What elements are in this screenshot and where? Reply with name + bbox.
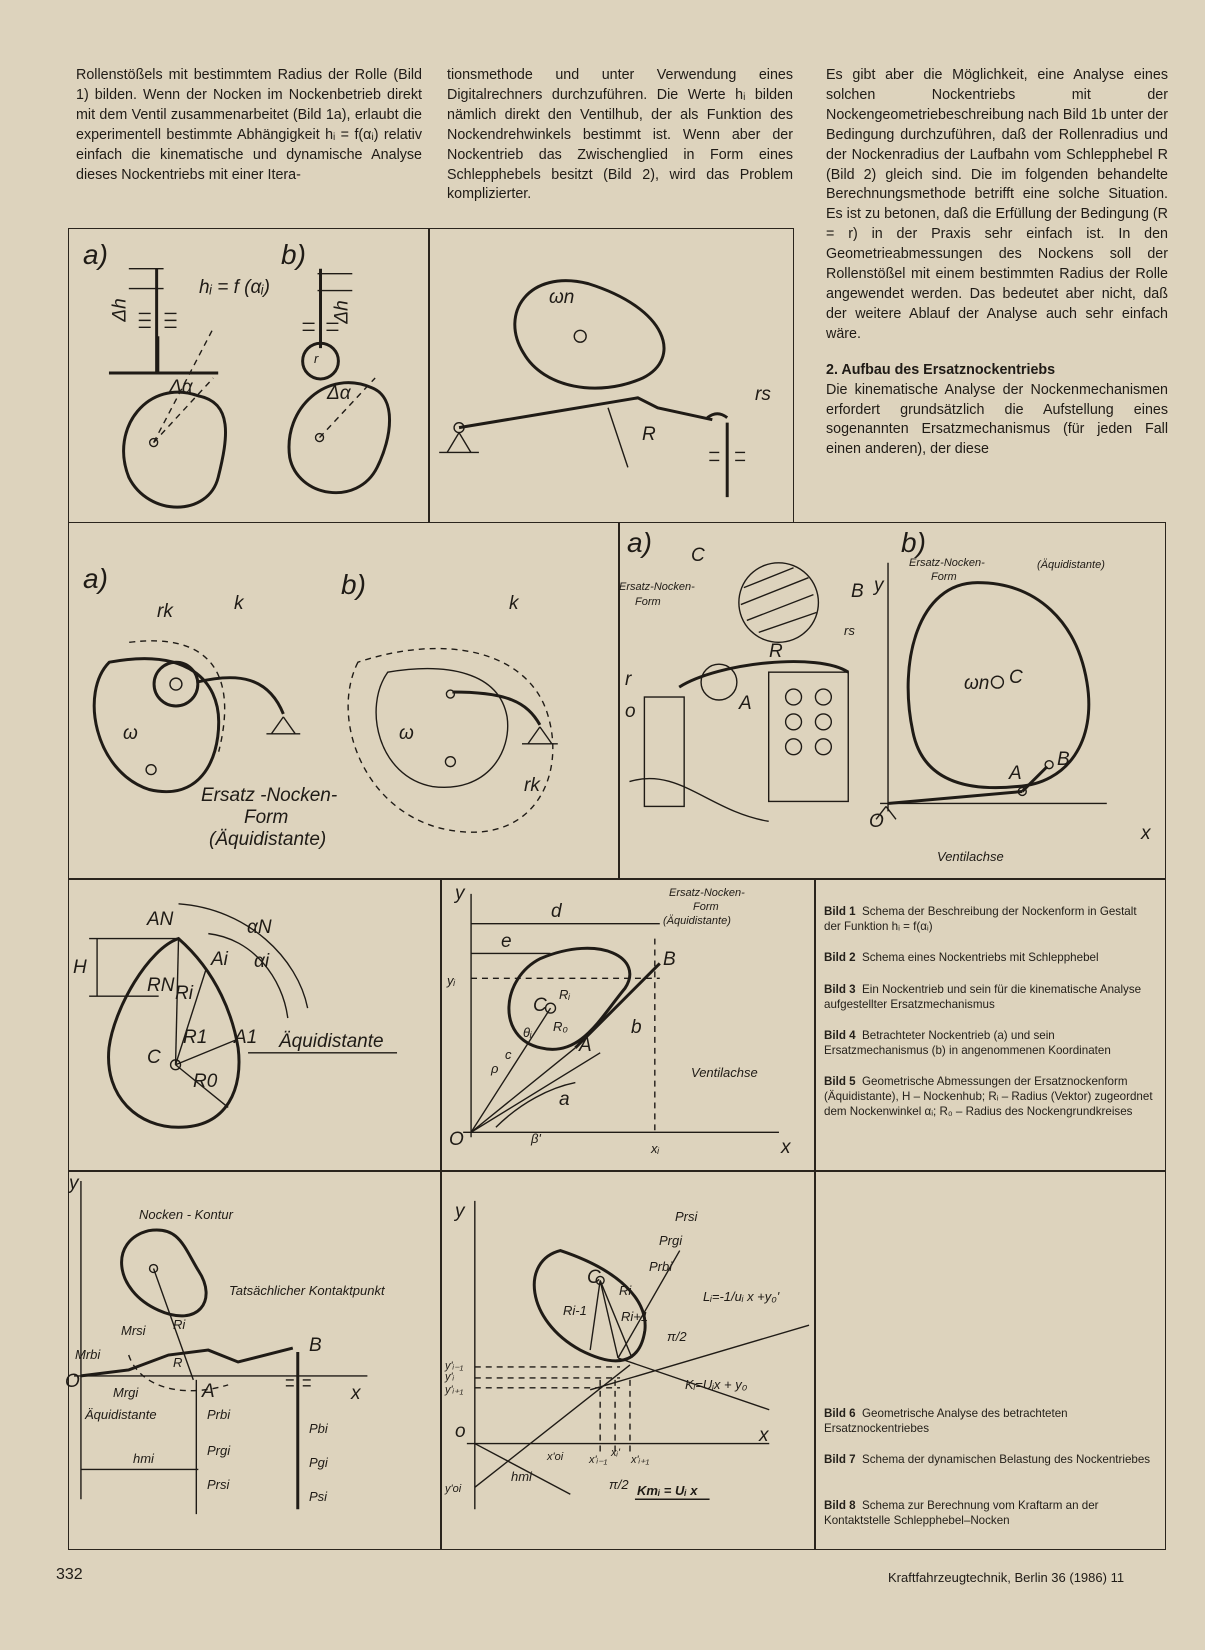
- caption-bild-5-number: Bild 5: [824, 1075, 856, 1088]
- fig7-Mrbi: Mrbi: [75, 1347, 101, 1362]
- fig8-x-i: xᵢ': [611, 1447, 620, 1459]
- fig6-R0: R₀: [553, 1019, 568, 1034]
- fig5-H: H: [73, 957, 87, 978]
- fig4-A-a: A: [739, 693, 752, 714]
- fig6-xi: xᵢ: [651, 1141, 660, 1156]
- fig4-C: C: [691, 545, 705, 566]
- fig7-Pgi: Pgi: [309, 1455, 328, 1470]
- fig6-c: c: [505, 1047, 512, 1062]
- fig6-a: a: [559, 1089, 570, 1110]
- fig8-Li: Lᵢ=-1/uᵢ x +y₀': [703, 1289, 780, 1304]
- caption-bild-2: [824, 950, 1154, 965]
- fig7-Pbi: Pbi: [309, 1421, 328, 1436]
- figure-5: [68, 878, 442, 1172]
- fig5-C: C: [147, 1047, 161, 1068]
- page-number: 332: [56, 1566, 83, 1583]
- caption-bild-4: [824, 1028, 1154, 1058]
- fig4-C-b: C: [1009, 667, 1023, 688]
- fig6-B: B: [663, 949, 676, 970]
- fig6-e: e: [501, 931, 512, 952]
- fig5-RN: RN: [147, 975, 175, 996]
- fig1-delta-h-a: Δh: [109, 298, 131, 322]
- fig7-kontakt: Tatsächlicher Kontaktpunkt: [229, 1283, 385, 1298]
- fig2-omega: ωn: [549, 287, 575, 308]
- fig8-o: o: [455, 1421, 466, 1442]
- fig7-y: y: [69, 1173, 79, 1194]
- fig5-Ri: Ri: [175, 983, 193, 1004]
- text-column-1: [76, 66, 422, 185]
- fig4-omega: ωn: [964, 673, 990, 694]
- fig8-x-i+1: x'ᵢ₊₁: [631, 1454, 650, 1466]
- fig8-Prgi: Prgi: [659, 1233, 683, 1248]
- fig7-hmi: hmi: [133, 1451, 154, 1466]
- fig6-ersatz: Ersatz-Nocken-: [669, 887, 745, 899]
- fig8-pi2-b: π/2: [609, 1477, 629, 1492]
- figure-4-drawing: [619, 523, 1165, 879]
- text-column-2: [447, 66, 793, 205]
- fig4-form-a: Form: [635, 596, 661, 608]
- fig3-label-a: a): [83, 563, 108, 594]
- fig4-ventil: Ventilachse: [937, 849, 1004, 864]
- section-heading: 2. Aufbau des Ersatznockentriebs: [826, 361, 1056, 378]
- fig7-R: R: [173, 1355, 183, 1370]
- fig1-label-b: b): [281, 239, 306, 270]
- fig8-Ri+1: Ri+1: [621, 1309, 649, 1324]
- fig3-omega-b: ω: [399, 723, 414, 744]
- fig6-Ri: Rᵢ: [559, 987, 571, 1002]
- fig8-Kmi: Kmᵢ = Uᵢ x: [637, 1483, 698, 1498]
- col1-text: Rollenstößels mit bestimmtem Radius der Rolle (Bild 1) bilden. Wenn der Nocken im Nockenbetrieb direkt mit dem Ventil zusammenarbeitet (Bild 1a), erlaubt die experimentell bestimmte Abhängigkeit hᵢ = f(αᵢ) relativ einfach die kinematische und dynamische Analyse dieses Nockentriebs mit einer Itera-: [76, 67, 422, 183]
- col2-text: tionsmethode und unter Verwendung eines Digitalrechners durchzuführen. Die Werte hᵢ bilden nämlich direkt den Ventilhub, der als Funktion des Nockendrehwinkels bestimmt ist. Wenn aber der Nockentrieb das Zwischenglied in Form eines Schlepphebels besitzt (Bild 2), wird das Problem komplizierter.: [447, 67, 793, 203]
- fig3-omega-a: ω: [123, 723, 138, 744]
- captions-panel-2: [814, 1170, 1166, 1550]
- fig8-x-i-1: x'ᵢ₋₁: [589, 1454, 608, 1466]
- figure-2-drawing: [429, 229, 793, 522]
- figure-4: [618, 522, 1166, 880]
- figure-2: [428, 228, 794, 523]
- caption-bild-1-number: Bild 1: [824, 905, 856, 918]
- fig5-alphaN: αN: [247, 917, 272, 938]
- fig7-Ri: Ri: [173, 1317, 186, 1332]
- fig6-ventil: Ventilachse: [691, 1065, 758, 1080]
- figure-1-drawing: [69, 229, 429, 522]
- fig4-label-b: b): [901, 527, 926, 558]
- fig5-Ai: Ai: [211, 949, 228, 970]
- fig7-Prgi: Prgi: [207, 1443, 231, 1458]
- fig8-Ri: Ri: [619, 1283, 632, 1298]
- fig7-Prbi: Prbi: [207, 1407, 231, 1422]
- fig1-delta-h-b: Δh: [331, 300, 353, 324]
- fig6-C: C: [533, 995, 547, 1016]
- caption-bild-1: [824, 904, 1154, 934]
- fig4-r: r: [625, 669, 632, 690]
- fig8-x: x: [759, 1425, 769, 1446]
- figure-6: [440, 878, 816, 1172]
- fig4-x: x: [1141, 823, 1151, 844]
- fig3-ersatz: Ersatz -Nocken-: [201, 785, 338, 806]
- figure-1: [68, 228, 430, 523]
- fig6-theta: θᵢ: [523, 1025, 532, 1040]
- fig4-ersatz-b: Ersatz-Nocken-: [909, 557, 985, 569]
- fig2-R: R: [642, 424, 656, 445]
- caption-bild-6-number: Bild 6: [824, 1407, 856, 1420]
- caption-bild-8-text: Schema zur Berechnung vom Kraftarm an der Kontaktstelle Schlepphebel–Nocken: [824, 1499, 1099, 1527]
- caption-bild-5-text: Geometrische Abmessungen der Ersatznockenform (Äquidistante), H – Nockenhub; Rᵢ – Radius (Vektor) zugeordnet dem Nockenwinkel αᵢ; R₀ – Radius des Nockengrundkreises: [824, 1075, 1153, 1118]
- fig5-A1: A1: [234, 1027, 258, 1048]
- fig8-Prsi: Prsi: [675, 1209, 698, 1224]
- fig7-Mrsi: Mrsi: [121, 1323, 146, 1338]
- fig7-A: A: [202, 1381, 215, 1402]
- caption-bild-7-number: Bild 7: [824, 1453, 856, 1466]
- fig6-form: Form: [693, 901, 719, 913]
- fig8-Prbi: Prbi: [649, 1259, 673, 1274]
- fig6-yi: yᵢ: [447, 973, 456, 988]
- figure-7: [65, 1170, 442, 1550]
- fig3-rk-a: rk: [157, 601, 173, 622]
- figure-8-drawing: [441, 1171, 815, 1549]
- caption-bild-3: [824, 982, 1154, 1012]
- fig4-form-b: Form: [931, 571, 957, 583]
- fig5-AN: AN: [147, 909, 174, 930]
- col3-paragraph-2: Die kinematische Analyse der Nockenmechanismen erfordert grundsätzlich die Aufstellung eines sogenannten Ersatzmechanismus (für jeden Fall einen anderen), der diese: [826, 381, 1168, 458]
- fig4-B-b: B: [1057, 749, 1070, 770]
- col3-paragraph-1: Es gibt aber die Möglichkeit, eine Analyse eines solchen Nockentriebs mit der Nockengeometriebeschreibung nach Bild 1b unter der Bedingung durchzuführen, daß der Rollenradius und der Nockenradius der Laufbahn vom Schlepphebel R (Bild 2) gleich sind. Die im folgenden behandelte Berechnungsmethode betrifft eine solche Situation. Es ist zu betonen, daß die Erfüllung der Bedingung (R = r) in der Praxis sehr einfach ist. In den Geometrieabmessungen des Nockens soll der Rollenstößel mit einem bestimmten Radius der Rolle angewendet werden. Das bedeutet aber nicht, daß der weitere Ablauf der Analyse auch sehr einfach wäre.: [826, 67, 1168, 342]
- fig1-delta-alpha-a: Δα: [169, 377, 193, 398]
- caption-bild-3-number: Bild 3: [824, 983, 856, 996]
- fig4-y: y: [874, 575, 884, 596]
- caption-bild-8: [824, 1498, 1154, 1528]
- fig5-aequi: Äquidistante: [279, 1031, 384, 1052]
- fig8-y-i+1: y'ᵢ₊₁: [445, 1384, 464, 1396]
- fig8-y-i: y'ᵢ: [445, 1371, 454, 1383]
- fig4-O: O: [869, 811, 884, 832]
- figure-8: [440, 1170, 816, 1550]
- fig1-label-r: r: [314, 351, 319, 366]
- fig8-y-i-1: y'ᵢ₋₁: [445, 1360, 464, 1372]
- fig7-Mrgi: Mrgi: [113, 1385, 139, 1400]
- caption-bild-2-number: Bild 2: [824, 951, 856, 964]
- fig3-k-a: k: [234, 593, 244, 614]
- text-column-3: [826, 66, 1168, 460]
- fig6-y: y: [455, 883, 465, 904]
- caption-bild-8-number: Bild 8: [824, 1499, 856, 1512]
- fig3-k-b: k: [509, 593, 519, 614]
- caption-bild-6: [824, 1406, 1154, 1436]
- figure-3: [68, 522, 620, 880]
- fig1-formula: hᵢ = f (αᵢ): [199, 277, 270, 298]
- fig3-label-b: b): [341, 569, 366, 600]
- caption-bild-4-number: Bild 4: [824, 1029, 856, 1042]
- fig6-beta: β': [531, 1131, 541, 1146]
- caption-bild-3-text: Ein Nockentrieb und sein für die kinematische Analyse aufgestellter Ersatzmechanismus: [824, 983, 1142, 1011]
- fig4-ersatz-a: Ersatz-Nocken-: [619, 581, 695, 593]
- fig4-R: R: [769, 641, 783, 662]
- fig6-aequi: (Äquidistante): [663, 915, 731, 927]
- fig1-label-a: a): [83, 239, 108, 270]
- fig6-rho: ρ: [491, 1061, 499, 1076]
- fig8-xoi: x'oi: [547, 1451, 564, 1463]
- figure-7-drawing: [69, 1171, 441, 1549]
- fig5-R1: R1: [183, 1027, 208, 1048]
- fig4-rs: rs: [844, 623, 855, 638]
- fig6-A: A: [579, 1035, 592, 1056]
- fig8-y: y: [455, 1201, 465, 1222]
- caption-bild-6-text: Geometrische Analyse des betrachteten Ersatznockentriebes: [824, 1407, 1068, 1435]
- fig3-form: Form: [244, 807, 289, 828]
- fig1-delta-alpha-b: Δα: [327, 383, 351, 404]
- fig6-O: O: [449, 1129, 464, 1150]
- fig3-rk-b: rk: [524, 775, 540, 796]
- caption-bild-2-text: Schema eines Nockentriebs mit Schlepphebel: [862, 951, 1099, 964]
- caption-bild-1-text: Schema der Beschreibung der Nockenform in Gestalt der Funktion hᵢ = f(αᵢ): [824, 905, 1137, 933]
- fig2-rs: rs: [755, 384, 771, 405]
- fig7-O: O: [65, 1371, 80, 1392]
- fig7-Prsi: Prsi: [207, 1477, 230, 1492]
- fig8-pi2: π/2: [667, 1329, 687, 1344]
- fig8-Ki: Kᵢ=Uᵢx + y₀: [685, 1377, 748, 1392]
- fig4-o: o: [625, 701, 636, 722]
- fig3-aequi: (Äquidistante): [209, 829, 327, 850]
- fig8-C: C: [587, 1267, 601, 1288]
- caption-bild-7-text: Schema der dynamischen Belastung des Nockentriebes: [862, 1453, 1151, 1466]
- fig6-b: b: [631, 1017, 642, 1038]
- fig4-B: B: [851, 581, 864, 602]
- fig5-R0: R0: [193, 1071, 218, 1092]
- fig8-hmi: hmi: [511, 1469, 532, 1484]
- fig8-Ri-1: Ri-1: [563, 1303, 587, 1318]
- fig5-alphai: αi: [254, 951, 270, 972]
- fig8-yoi: y'oi: [445, 1483, 462, 1495]
- caption-bild-5: [824, 1074, 1154, 1119]
- caption-bild-4-text: Betrachteter Nockentrieb (a) und sein Ersatzmechanismus (b) in angenommenen Koordinaten: [824, 1029, 1111, 1057]
- fig6-d: d: [551, 901, 562, 922]
- fig4-aequi: (Äquidistante): [1037, 559, 1105, 571]
- figure-6-drawing: [441, 879, 815, 1171]
- fig7-aequi: Äquidistante: [85, 1407, 157, 1422]
- journal-info: Kraftfahrzeugtechnik, Berlin 36 (1986) 11: [888, 1570, 1125, 1585]
- fig4-A-b: A: [1009, 763, 1022, 784]
- fig7-kontur: Nocken - Kontur: [139, 1207, 233, 1222]
- fig7-x: x: [351, 1383, 361, 1404]
- fig7-B: B: [309, 1335, 322, 1356]
- fig7-Psi: Psi: [309, 1489, 328, 1504]
- caption-bild-7: [824, 1452, 1154, 1467]
- fig6-x: x: [781, 1137, 791, 1158]
- fig4-label-a: a): [627, 527, 652, 558]
